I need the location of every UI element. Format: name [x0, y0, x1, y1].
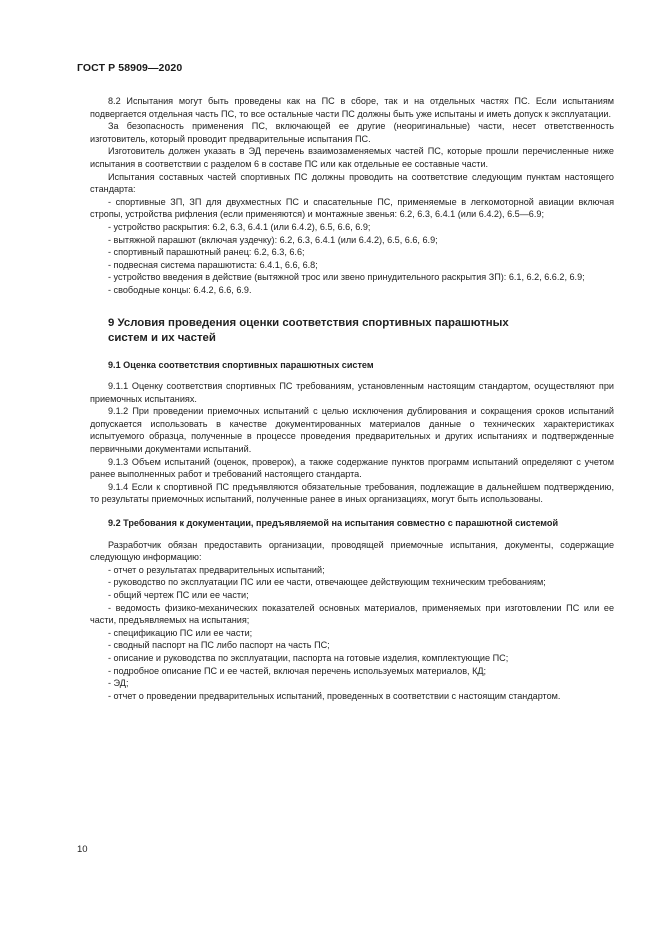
- paragraph: Изготовитель должен указать в ЭД перечень взаимозаменяемых частей ПС, которые прошли перечисленные ниже испытания в соответствии с разделом 6 в составе ПС или как отдельные ее составные части.: [90, 146, 614, 169]
- page-content: [90, 95, 614, 702]
- paragraph: Разработчик обязан предоставить организации, проводящей приемочные испытания, документы, содержащие следующую информацию:: [90, 539, 614, 563]
- list-item: - отчет о проведении предварительных испытаний, проведенных в соответствии с настоящим стандартом.: [108, 690, 561, 701]
- list-item: - ЭД;: [108, 678, 129, 689]
- paragraph-8-2: 8.2 Испытания могут быть проведены как на ПС в сборе, так и на отдельных частях ПС. Если испытаниям подвергается отдельная часть ПС, то все остальные части ПС должны быть уже испытаны и иметь допуск к эксплуатации.: [90, 96, 614, 119]
- list-item: - устройство введения в действие (вытяжной трос или звено принудительного раскрытия ЗП): 6.1, 6.2, 6.6.2, 6.9;: [108, 272, 585, 283]
- page-number: 10: [77, 844, 88, 855]
- paragraph-9-1-4: 9.1.4 Если к спортивной ПС предъявляются обязательные требования, подлежащие в дальнейшем подтверждению, то результаты приемочных испытаний, полученные ранее в иных организациях, могут быть использованы.: [90, 481, 614, 505]
- list-item: - вытяжной парашют (включая уздечку): 6.2, 6.3, 6.4.1 (или 6.4.2), 6.5, 6.6, 6.9;: [108, 234, 438, 245]
- list-item: - ведомость физико-механических показателей основных материалов, применяемых при изготовлении ПС или ее части, предъявляемых на испытания;: [90, 602, 614, 626]
- paragraph-9-1-1: 9.1.1 Оценку соответствия спортивных ПС требованиям, установленным настоящим стандартом, осуществляют при приемочных испытаниях.: [90, 381, 614, 404]
- paragraph: За безопасность применения ПС, включающей ее другие (неоригинальные) части, несет ответственность изготовитель, который проводит предварительные испытания ПС.: [90, 121, 614, 144]
- list-item: - описание и руководства по эксплуатации, паспорта на готовые изделия, комплектующие ПС;: [108, 652, 509, 663]
- paragraph-9-1-3: 9.1.3 Объем испытаний (оценок, проверок), а также содержание пунктов программ испытаний определяют с учетом ранее выполненных работ и требований настоящего стандарта.: [90, 456, 614, 480]
- list-item: - руководство по эксплуатации ПС или ее части, отвечающее действующим техническим требованиям;: [108, 577, 546, 588]
- list-item: - сводный паспорт на ПС либо паспорт на часть ПС;: [108, 640, 330, 651]
- paragraph-9-1-2: 9.1.2 При проведении приемочных испытаний с целью исключения дублирования и сокращения сроков испытаний допускается использовать в качестве документированных материалов данные о технических характеристиках испытуемого образца, полученные в процессе проведения предварительных и других испытаниях и подтвержденные первичными документами испытаний.: [90, 406, 614, 455]
- list-item: - спортивные ЗП, ЗП для двухместных ПС и спасательные ПС, применяемые в легкомоторной авиации включая стропы, устройства рифления (если применяются) и монтажные звенья: 6.2, 6.3, 6.4.1 (или 6.4.2), 6.5—6.9;: [90, 196, 614, 220]
- list-item: - свободные концы: 6.4.2, 6.6, 6.9.: [108, 284, 252, 295]
- list-item: - отчет о результатах предварительных испытаний;: [108, 564, 325, 575]
- list-item: - общий чертеж ПС или ее части;: [108, 590, 249, 600]
- paragraph: Испытания составных частей спортивных ПС должны проводить на соответствие следующим пунктам настоящего стандарта:: [90, 171, 614, 195]
- list-item: - устройство раскрытия: 6.2, 6.3, 6.4.1 (или 6.4.2), 6.5, 6.6, 6.9;: [108, 221, 371, 232]
- section-9-heading: 9 Условия проведения оценки соответствия спортивных парашютных систем и их частей: [108, 316, 509, 344]
- subsection-9-2-heading: 9.2 Требования к документации, предъявляемой на испытания совместно с парашютной системой: [108, 518, 559, 529]
- document-header: ГОСТ Р 58909—2020: [77, 62, 183, 74]
- list-item: - спортивный парашютный ранец: 6.2, 6.3, 6.6;: [108, 247, 305, 258]
- subsection-9-1-heading: 9.1 Оценка соответствия спортивных парашютных систем: [108, 359, 374, 370]
- list-item: - спецификацию ПС или ее части;: [108, 627, 253, 638]
- list-item: - подробное описание ПС и ее частей, включая перечень используемых материалов, КД;: [108, 665, 487, 676]
- list-item: - подвесная система парашютиста: 6.4.1, 6.6, 6.8;: [108, 259, 318, 270]
